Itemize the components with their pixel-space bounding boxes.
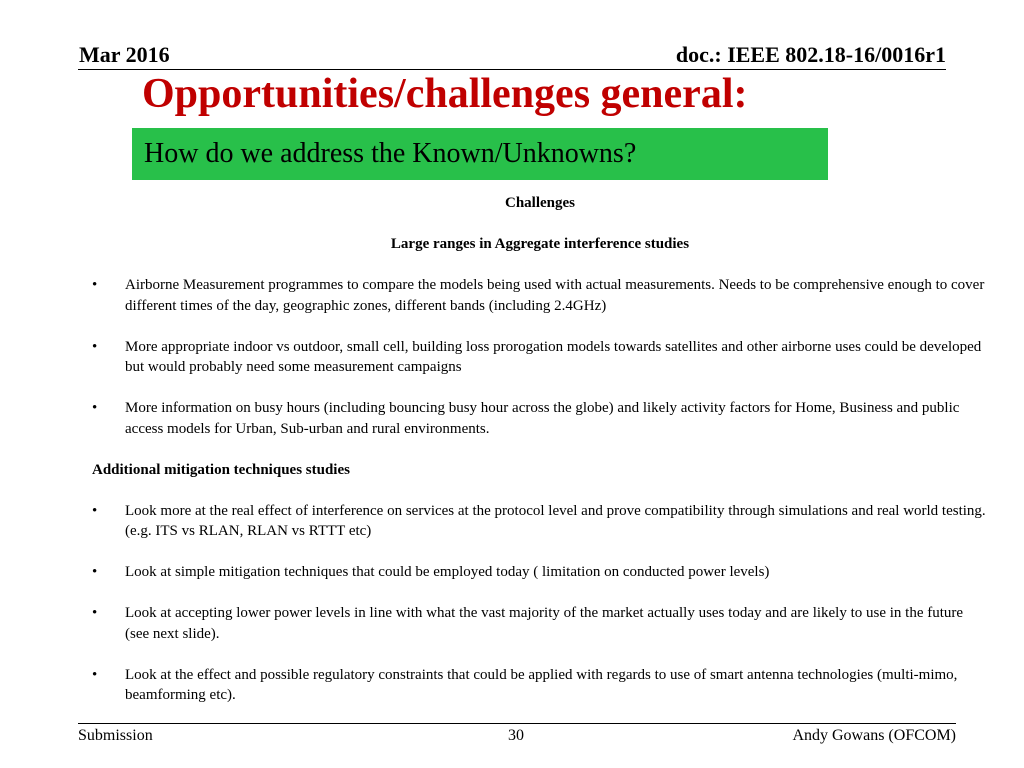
footer-divider — [78, 723, 956, 724]
bullet-text: Airborne Measurement programmes to compare the models being used with actual measurements. Needs to be comprehensive enough to cover different times of the day, geographic zones, different bands (including 2.4GHz) — [125, 277, 985, 314]
bullet-marker: • — [92, 502, 98, 519]
bullet-marker: • — [92, 605, 98, 621]
list-item — [92, 337, 988, 378]
bullet-text: Look more at the real effect of interference on services at the protocol level and prove compatibility through simulations and real world testing.(e.g. ITS vs RLAN, RLAN vs RTTT etc) — [125, 502, 986, 539]
footer-author: Andy Gowans (OFCOM) — [792, 727, 956, 744]
header-date: Mar 2016 — [79, 42, 170, 67]
bullet-text: More appropriate indoor vs outdoor, small cell, building loss prorogation models towards satellites and other airborne uses could be developed but would probably need some measurement campaigns — [125, 338, 982, 375]
bullet-marker: • — [92, 338, 98, 355]
list-item — [92, 562, 988, 583]
list-item — [92, 275, 988, 316]
slide-title: Opportunities/challenges general: — [142, 71, 748, 117]
question-banner — [132, 128, 828, 180]
challenges-subheading: Large ranges in Aggregate interference studies — [390, 236, 690, 252]
banner-text: How do we address the Known/Unknowns? — [144, 138, 637, 169]
header-doc-id: doc.: IEEE 802.18-16/0016r1 — [675, 42, 946, 67]
bullet-text: Look at the effect and possible regulatory constraints that could be applied with regards to use of smart antenna technologies (multi-mimo, beamforming etc). — [125, 666, 958, 703]
list-item — [92, 501, 988, 542]
mitigation-heading: Additional mitigation techniques studies — [92, 461, 350, 478]
bullet-marker: • — [92, 666, 98, 683]
bullet-text: Look at accepting lower power levels in line with what the vast majority of the market actually uses today and are likely to use in the future (see next slide). — [125, 605, 964, 642]
challenges-heading: Challenges — [504, 195, 575, 211]
list-item — [92, 665, 988, 706]
bullet-marker: • — [92, 564, 98, 580]
bullet-text: More information on busy hours (including bouncing busy hour across the globe) and likely activity factors for Home, Business and public access models for Urban, Sub-urban and rural environments. — [125, 400, 960, 437]
bullet-marker: • — [92, 400, 98, 416]
slide-body — [92, 193, 988, 726]
page-number: 30 — [508, 727, 524, 744]
bullet-marker: • — [92, 277, 98, 293]
list-item — [92, 398, 988, 439]
bullet-text: Look at simple mitigation techniques that could be employed today ( limitation on conducted power levels) — [125, 564, 770, 580]
footer-submission: Submission — [78, 727, 153, 744]
list-item — [92, 603, 988, 644]
